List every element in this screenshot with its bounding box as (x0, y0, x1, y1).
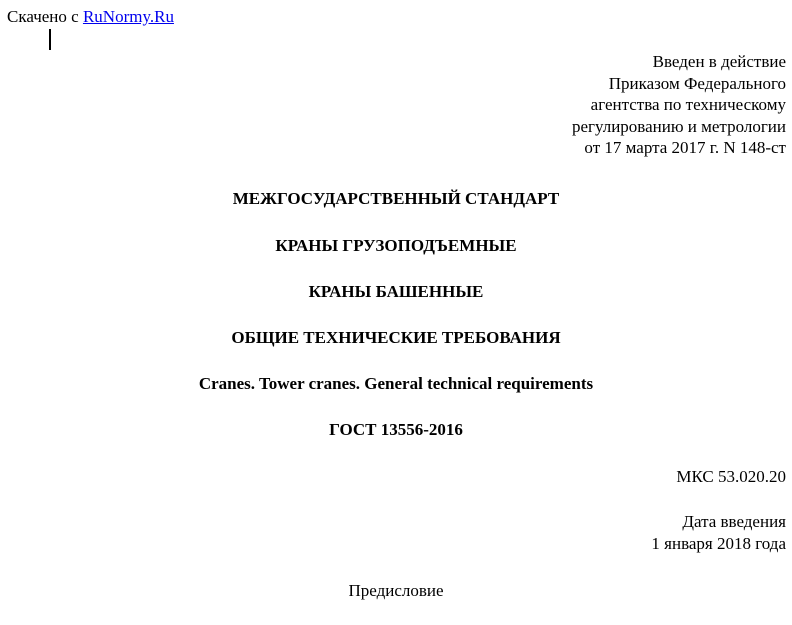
standard-type-heading: МЕЖГОСУДАРСТВЕННЫЙ СТАНДАРТ (232, 189, 560, 208)
enactment-line: от 17 марта 2017 г. N 148-ст (584, 138, 786, 157)
enactment-line: агентства по техническому (590, 95, 786, 114)
enactment-block (572, 51, 786, 159)
title-main: КРАНЫ ГРУЗОПОДЪЕМНЫЕ (275, 236, 517, 255)
mks-code: МКС 53.020.20 (676, 467, 786, 486)
intro-date: 1 января 2018 года (651, 533, 786, 553)
source-link[interactable]: RuNormy.Ru (82, 7, 174, 26)
preface-heading: Предисловие (348, 581, 444, 600)
title-sub: КРАНЫ БАШЕННЫЕ (308, 282, 484, 301)
text-cursor (49, 29, 51, 50)
source-line (7, 7, 174, 27)
title-english: Cranes. Tower cranes. General technical requirements (198, 374, 594, 393)
gost-number: ГОСТ 13556-2016 (329, 420, 463, 439)
enactment-line: Введен в действие (652, 52, 786, 71)
intro-date-block (651, 511, 786, 554)
intro-label: Дата введения (682, 512, 786, 531)
enactment-line: Приказом Федерального (608, 73, 786, 93)
source-prefix: Скачено с (7, 7, 79, 26)
title-requirements: ОБЩИЕ ТЕХНИЧЕСКИЕ ТРЕБОВАНИЯ (231, 328, 561, 347)
enactment-line: регулированию и метрологии (571, 116, 786, 136)
